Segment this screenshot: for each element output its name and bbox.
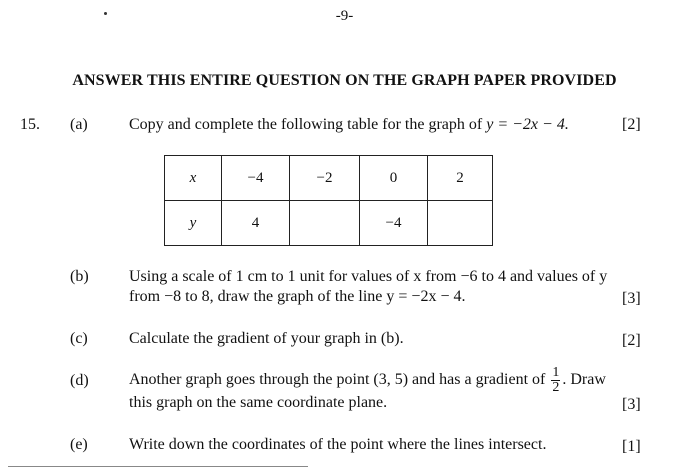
part-b-line1: Using a scale of 1 cm to 1 unit for values of x from −6 to 4 and values of y (129, 268, 608, 285)
table-cell: 2 (428, 156, 493, 201)
fraction-denominator: 2 (552, 380, 560, 395)
values-table (164, 155, 493, 246)
part-d-marks: [3] (622, 396, 641, 413)
part-a-prefix: Copy and complete the following table for the graph of (129, 116, 487, 133)
part-e-label: (e) (70, 436, 88, 453)
part-b-label: (b) (70, 268, 89, 285)
fraction-numerator: 1 (552, 365, 560, 380)
table-header-y: y (165, 201, 222, 246)
part-c-text: Calculate the gradient of your graph in (b). (129, 330, 404, 347)
table-cell: 0 (360, 156, 428, 201)
part-d-prefix: Another graph goes through the point (3, 5) and has a gradient of (129, 371, 546, 389)
table-cell: −2 (290, 156, 360, 201)
page-number: -9- (335, 8, 354, 24)
part-d-suffix: . Draw (562, 371, 606, 389)
table-cell: 4 (222, 201, 290, 246)
part-a-marks: [2] (622, 116, 641, 133)
table-cell-blank (428, 201, 493, 246)
speck-mark (104, 12, 107, 15)
section-heading: ANSWER THIS ENTIRE QUESTION ON THE GRAPH PAPER PROVIDED (72, 72, 617, 89)
question-number: 15. (20, 116, 40, 133)
part-c-marks: [2] (622, 332, 641, 349)
table-header-x: x (165, 156, 222, 201)
part-a-equation: y = −2x − 4. (486, 116, 569, 133)
part-d-label: (d) (70, 372, 89, 389)
part-a-label: (a) (70, 116, 88, 133)
table-cell: −4 (222, 156, 290, 201)
table-row-y (165, 201, 493, 246)
fraction-one-half (551, 366, 560, 395)
part-a-text (129, 116, 569, 134)
part-b-marks: [3] (622, 290, 641, 307)
part-b-line2: from −8 to 8, draw the graph of the line y = −2x − 4. (129, 288, 466, 305)
part-d-line1 (129, 366, 606, 395)
bottom-divider (8, 466, 308, 467)
part-e-marks: [1] (622, 438, 641, 455)
table-cell-blank (290, 201, 360, 246)
table-cell: −4 (360, 201, 428, 246)
part-e-text: Write down the coordinates of the point where the lines intersect. (129, 436, 547, 453)
table-row-x (165, 156, 493, 201)
part-c-label: (c) (70, 330, 88, 347)
part-d-line2: this graph on the same coordinate plane. (129, 394, 388, 411)
